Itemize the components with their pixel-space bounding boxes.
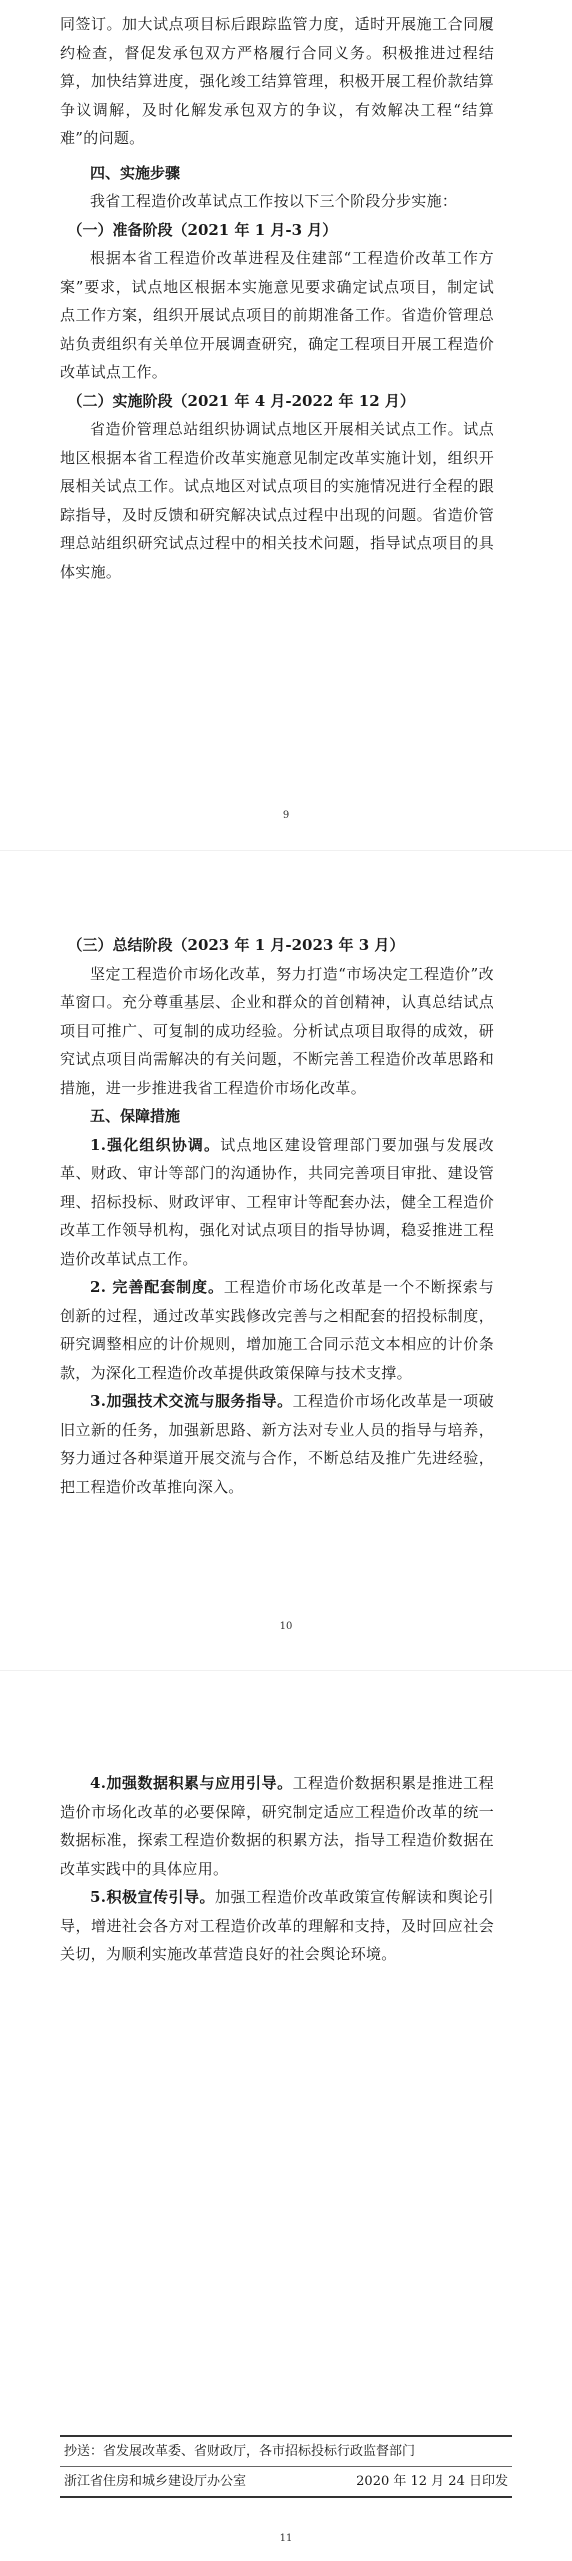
measure-1	[60, 1131, 494, 1274]
section-heading-safeguards: 五、保障措施	[90, 1107, 181, 1125]
measure-4-title: 4.加强数据积累与应用引导。	[90, 1774, 293, 1792]
stage1-body: 根据本省工程造价改革进程及住建部“工程造价改革工作方案”要求，试点地区根据本实施意见要求确定试点项目，制定试点工作方案，组织开展试点项目的前期准备工作。省造价管理总站负责组织有关单位开展调查研究，确定工程项目开展工程造价改革试点工作。	[60, 249, 494, 381]
page-number: 9	[282, 810, 290, 821]
stage2-body: 省造价管理总站组织协调试点地区开展相关试点工作。试点地区根据本省工程造价改革实施意见制定改革实施计划，组织开展相关试点工作。试点地区对试点项目的实施情况进行全程的跟踪指导，及时反馈和研究解决试点过程中出现的问题。省造价管理总站组织研究试点过程中的相关技术问题，指导试点项目的具体实施。	[60, 420, 494, 581]
measure-2	[60, 1273, 494, 1387]
measure-5-title: 5.积极宣传引导。	[90, 1888, 216, 1906]
measure-5	[60, 1883, 494, 1969]
paragraph-contract-supervision: 同签订。加大试点项目标后跟踪监管力度，适时开展施工合同履约检查，督促发承包双方严格履行合同义务。积极推进过程结算，加快结算进度，强化竣工结算管理，积极开展工程价款结算争议调解，及时化解发承包双方的争议，有效解决工程“结算难”的问题。	[60, 15, 494, 147]
document-page-9	[0, 0, 572, 850]
measure-4-body: 工程造价数据积累是推进工程造价市场化改革的必要保障，研究制定适应工程造价改革的统一数据标准，探索工程造价数据的积累方法，指导工程造价数据在改革实践中的具体应用。	[60, 1774, 494, 1878]
measure-5-body: 加强工程造价改革政策宣传解读和舆论引导，增进社会各方对工程造价改革的理解和支持，及时回应社会关切，为顺利实施改革营造良好的社会舆论环境。	[60, 1888, 494, 1963]
measure-2-body: 工程造价市场化改革是一个不断探索与创新的过程，通过改革实践修改完善与之相配套的招投标制度，研究调整相应的计价规则，增加施工合同示范文本相应的计价条款，为深化工程造价改革提供政策保障与技术支撑。	[60, 1278, 494, 1382]
measure-3-title: 3.加强技术交流与服务指导。	[90, 1392, 293, 1410]
page-number: 10	[279, 1621, 293, 1632]
paragraph-stages-intro: 我省工程造价改革试点工作按以下三个阶段分步实施：	[90, 192, 458, 210]
measure-1-body: 试点地区建设管理部门要加强与发展改革、财政、审计等部门的沟通协作，共同完善项目审批、建设管理、招标投标、财政评审、工程审计等配套办法，健全工程造价改革工作领导机构，强化对试点项目的指导协调，稳妥推进工程造价改革试点工作。	[60, 1135, 494, 1268]
issuer-line	[60, 2466, 512, 2496]
section-heading-implementation-steps: 四、实施步骤	[90, 163, 181, 182]
measure-2-title: 2. 完善配套制度。	[90, 1278, 224, 1296]
measure-4	[60, 1769, 494, 1883]
measure-3-body: 工程造价市场化改革是一项破旧立新的任务，加强新思路、新方法对专业人员的指导与培养，努力通过各种渠道开展交流与合作，不断总结及推广先进经验，把工程造价改革推向深入。	[60, 1392, 494, 1496]
page-number: 11	[279, 2533, 293, 2544]
copy-to-line: 抄送：省发展改革委、省财政厅，各市招标投标行政监督部门	[64, 2444, 416, 2459]
stage3-body: 坚定工程造价市场化改革，努力打造“市场决定工程造价”改革窗口。充分尊重基层、企业和群众的首创精神，认真总结试点项目可推广、可复制的成功经验。分析试点项目取得的成效，研究试点项目尚需解决的有关问题，不断完善工程造价改革思路和措施，进一步推进我省工程造价市场化改革。	[60, 964, 494, 1097]
document-page-11	[0, 1670, 572, 2561]
issuer: 浙江省住房和城乡建设厅办公室	[64, 2474, 247, 2489]
measure-3	[60, 1387, 494, 1501]
copy-to-box	[60, 2435, 512, 2498]
stage1-heading: （一）准备阶段（2021 年 1 月-3 月）	[67, 220, 338, 239]
stage2-heading: （二）实施阶段（2021 年 4 月-2022 年 12 月）	[67, 391, 415, 410]
stage3-heading: （三）总结阶段（2023 年 1 月-2023 年 3 月）	[67, 936, 405, 954]
document-page-10	[0, 850, 572, 1671]
issue-date: 2020 年 12 月 24 日印发	[356, 2474, 508, 2489]
measure-1-title: 1.强化组织协调。	[90, 1135, 221, 1154]
